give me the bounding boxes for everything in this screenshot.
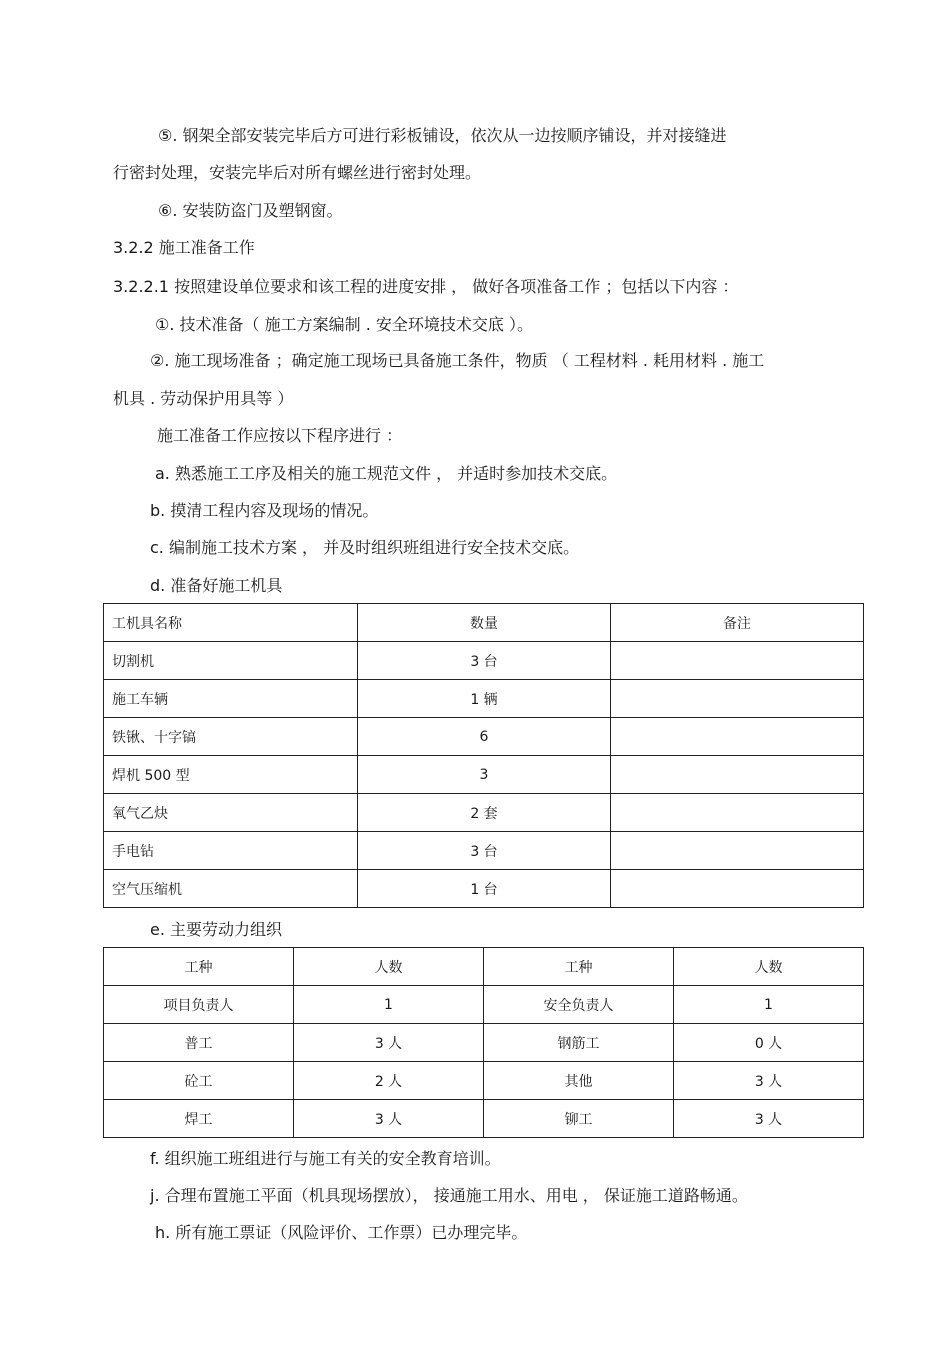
table-row <box>104 1024 864 1062</box>
labor-table <box>103 947 864 1138</box>
order-intro: 施工准备工作应按以下程序进行 ： <box>157 426 403 445</box>
headcount-cell: 3 人 <box>674 1062 864 1100</box>
tool-qty-cell: 2 套 <box>358 794 611 832</box>
tool-name-cell: 氧气乙炔 <box>104 794 358 832</box>
headcount-cell: 3 人 <box>294 1024 484 1062</box>
tool-name-cell: 手电钻 <box>104 832 358 870</box>
table-row <box>104 794 864 832</box>
tool-remark-cell <box>611 756 864 794</box>
table-row <box>104 718 864 756</box>
paragraph-step5-cont: 行密封处理，安装完毕后对所有螺丝进行密封处理。 <box>113 163 482 182</box>
item-site-prep-cont: 机具 . 劳动保护用具等 ） <box>113 389 294 408</box>
table-row <box>104 680 864 718</box>
tool-qty-cell: 1 台 <box>358 870 611 908</box>
table-row <box>104 986 864 1024</box>
trade-cell: 砼工 <box>104 1062 294 1100</box>
step-f: f. 组织施工班组进行与施工有关的安全教育培训。 <box>150 1149 501 1168</box>
headcount-cell: 1 <box>294 986 484 1024</box>
tool-qty-cell: 1 辆 <box>358 680 611 718</box>
item-site-prep: ②. 施工现场准备 ；确定施工现场已具备施工条件，物质 （ 工程材料 . 耗用材料 . 施工 <box>150 351 765 370</box>
trade-cell: 安全负责人 <box>484 986 674 1024</box>
headcount-cell: 3 人 <box>674 1100 864 1138</box>
section-heading-3-2-2-1: 3.2.2.1 按照建设单位要求和该工程的进度安排 ， 做好各项准备工作 ；包括以下内容 ： <box>113 277 739 296</box>
item-technical-prep: ①. 技术准备（ 施工方案编制 . 安全环境技术交底 ）。 <box>155 315 533 334</box>
tool-remark-cell <box>611 680 864 718</box>
tool-qty-cell: 3 台 <box>358 832 611 870</box>
tool-name-cell: 空气压缩机 <box>104 870 358 908</box>
trade-cell: 焊工 <box>104 1100 294 1138</box>
trade-cell: 普工 <box>104 1024 294 1062</box>
header-trade: 工种 <box>484 948 674 986</box>
step-c: c. 编制施工技术方案 ， 并及时组织班组进行安全技术交底。 <box>150 538 580 557</box>
tool-qty-cell: 3 台 <box>358 642 611 680</box>
header-headcount: 人数 <box>674 948 864 986</box>
paragraph-step6: ⑥. 安装防盗门及塑钢窗。 <box>158 201 343 220</box>
tool-remark-cell <box>611 718 864 756</box>
header-headcount: 人数 <box>294 948 484 986</box>
step-a: a. 熟悉施工工序及相关的施工规范文件 ， 并适时参加技术交底。 <box>155 464 618 483</box>
header-remarks: 备注 <box>611 604 864 642</box>
tool-remark-cell <box>611 794 864 832</box>
trade-cell: 铆工 <box>484 1100 674 1138</box>
tool-remark-cell <box>611 832 864 870</box>
tool-remark-cell <box>611 642 864 680</box>
trade-cell: 钢筋工 <box>484 1024 674 1062</box>
table-row <box>104 832 864 870</box>
trade-cell: 其他 <box>484 1062 674 1100</box>
step-h: h. 所有施工票证（风险评价、工作票）已办理完毕。 <box>155 1223 528 1242</box>
table-row <box>104 642 864 680</box>
headcount-cell: 2 人 <box>294 1062 484 1100</box>
tool-qty-cell: 3 <box>358 756 611 794</box>
table-row <box>104 756 864 794</box>
trade-cell: 项目负责人 <box>104 986 294 1024</box>
step-j: j. 合理布置施工平面（机具现场摆放）， 接通施工用水、用电 ， 保证施工道路畅通。 <box>150 1186 748 1205</box>
paragraph-step5: ⑤. 钢架全部安装完毕后方可进行彩板铺设，依次从一边按顺序铺设，并对接缝进 <box>158 126 727 145</box>
section-heading-3-2-2: 3.2.2 施工准备工作 <box>113 238 255 257</box>
step-b: b. 摸清工程内容及现场的情况。 <box>150 501 379 520</box>
tool-name-cell: 焊机 500 型 <box>104 756 358 794</box>
tool-name-cell: 切割机 <box>104 642 358 680</box>
table-row <box>104 1062 864 1100</box>
tool-remark-cell <box>611 870 864 908</box>
tools-table <box>103 603 864 908</box>
step-d: d. 准备好施工机具 <box>150 576 283 595</box>
step-e: e. 主要劳动力组织 <box>150 920 283 939</box>
table-header-row <box>104 604 864 642</box>
table-row <box>104 870 864 908</box>
table-row <box>104 1100 864 1138</box>
tool-name-cell: 施工车辆 <box>104 680 358 718</box>
table-header-row <box>104 948 864 986</box>
tool-name-cell: 铁锹、十字镐 <box>104 718 358 756</box>
headcount-cell: 1 <box>674 986 864 1024</box>
tool-qty-cell: 6 <box>358 718 611 756</box>
header-trade: 工种 <box>104 948 294 986</box>
headcount-cell: 3 人 <box>294 1100 484 1138</box>
header-quantity: 数量 <box>358 604 611 642</box>
header-tool-name: 工机具名称 <box>104 604 358 642</box>
headcount-cell: 0 人 <box>674 1024 864 1062</box>
